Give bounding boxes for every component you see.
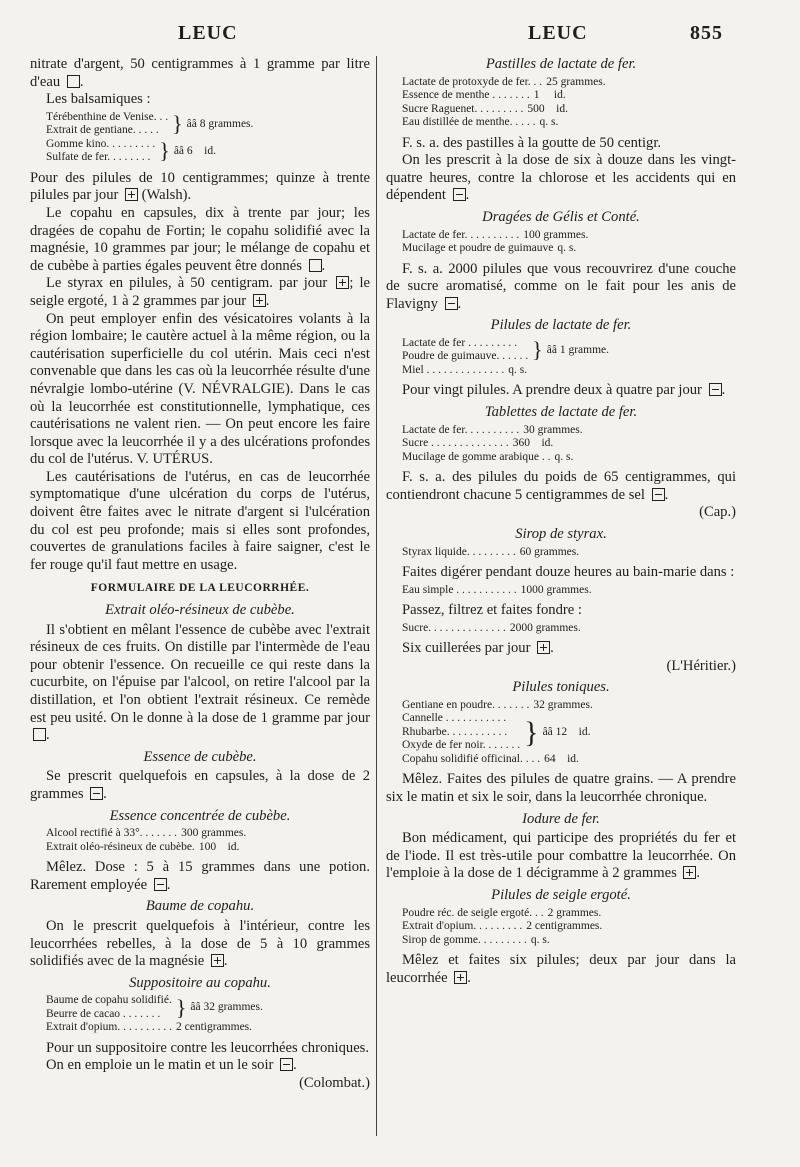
recipe-row: Alcool rectifié à 33°. . . . . . . 300 grammes. — [46, 827, 247, 840]
recipe-row: Sucre . . . . . . . . . . . . . . 360 id. — [402, 437, 554, 450]
minus-box-icon — [445, 297, 458, 310]
recipe-row: Lactate de fer. . . . . . . . . . 100 grammes. — [402, 228, 589, 241]
minus-box-icon — [280, 1058, 293, 1071]
recipe-title: Iodure de fer. — [522, 810, 600, 827]
recipe-row: Lactate de protoxyde de fer. . . 25 grammes. — [402, 75, 606, 88]
recipe-title: Pastilles de lactate de fer. — [485, 56, 637, 72]
recipe-title: Pilules de seigle ergoté. — [491, 887, 631, 904]
section-title: FORMULAIRE DE LA LEUCORRHÉE. — [90, 582, 310, 595]
paragraph: Mêlez et faites six pilules; deux par jour dans la leucorrhée . — [386, 952, 736, 986]
recipe-row: Lactate de fer. . . . . . . . . . 30 grammes. — [402, 423, 583, 436]
recipe-list — [386, 622, 736, 636]
recipe-title: Dragées de Gélis et Conté. — [482, 208, 640, 225]
paragraph: On en emploie un le matin et un le soir . — [46, 1057, 297, 1074]
recipe-title: Tablettes de lactate de fer. — [484, 404, 638, 421]
recipe-row: Styrax liquide. . . . . . . . . 60 grammes. — [402, 545, 580, 558]
recipe-list — [386, 76, 736, 130]
recipe-row: Sirop de gomme. . . . . . . . . q. s. — [402, 933, 550, 946]
recipe-list — [386, 229, 736, 256]
recipe-title: Suppositoire au copahu. — [129, 974, 271, 991]
plus-box-icon — [125, 188, 138, 201]
attribution: (Cap.) — [699, 504, 736, 521]
recipe-group: Lactate de fer . . . . . . . . . Poudre de guimauve. . . . . . } ââ 1 gramme. — [402, 336, 609, 363]
recipe-group: Gomme kino. . . . . . . . . Sulfate de fer. . . . . . . . } ââ 6 id. — [46, 137, 216, 164]
minus-box-icon — [709, 383, 722, 396]
plus-box-icon — [454, 971, 467, 984]
brace-icon: } — [532, 337, 543, 363]
paragraph: Se prescrit quelquefois en capsules, à la dose de 2 grammes . — [30, 768, 370, 802]
recipe-group: Cannelle . . . . . . . . . . . Rhubarbe. . . . . . . . . . . Oxyde de fer noir. . . . . . . } ââ 12 id. — [402, 712, 591, 752]
minus-box-icon — [453, 188, 466, 201]
paragraph: On le prescrit quelquefois à l'intérieur, contre les leucorrhées rebelles, à la dose de 5 à 10 grammes solidifiés avec de la magnésie . — [30, 917, 370, 970]
brace-icon: } — [172, 111, 183, 137]
paragraph: nitrate d'argent, 50 centigrammes à 1 gramme par litre d'eau . — [30, 56, 370, 90]
brace-icon: } — [159, 138, 170, 164]
paragraph: Pour des pilules de 10 centigrammes; quinze à trente pilules par jour (Walsh). — [30, 169, 370, 204]
recipe-group: Baume de copahu solidifié. Beurre de cacao . . . . . . . } ââ 32 grammes. — [46, 994, 263, 1020]
recipe-title: Essence concentrée de cubèbe. — [109, 807, 291, 824]
plus-box-icon — [537, 641, 550, 654]
page-number: 855 — [690, 22, 723, 44]
plus-box-icon — [683, 866, 696, 879]
paragraph: Faites digérer pendant douze heures au bain-marie dans : — [402, 564, 735, 580]
square-symbol-icon — [67, 75, 80, 88]
attribution: (Colombat.) — [299, 1075, 370, 1091]
paragraph: F. s. a. des pastilles à la goutte de 50 centigr. — [402, 134, 662, 151]
recipe-row: Extrait oléo-résineux de cubèbe. 100 id. — [46, 840, 240, 853]
paragraph: Pour vingt pilules. A prendre deux à quatre par jour . — [402, 382, 726, 399]
recipe-row: Mucilage et poudre de guimauve q. s. — [402, 242, 577, 255]
paragraph: Mêlez. Faites des pilules de quatre grains. — A prendre six le matin et six le soir, dans la leucorrhée chronique. — [386, 771, 736, 806]
paragraph: Les balsamiques : — [46, 91, 151, 108]
recipe-title: Sirop de styrax. — [515, 525, 607, 542]
paragraph: F. s. a. des pilules du poids de 65 centigrammes, qui contiendront chacune 5 centigrammes de sel . — [386, 469, 736, 503]
recipe-row: Sucre Raguenet. . . . . . . . . 500 id. — [402, 102, 568, 115]
paragraph: Pour un suppositoire contre les leucorrhées chroniques. — [46, 1039, 370, 1056]
recipe-list — [30, 994, 370, 1035]
minus-box-icon — [154, 878, 167, 891]
recipe-row: Sucre. . . . . . . . . . . . . . 2000 grammes. — [402, 621, 581, 634]
paragraph: Mêlez. Dose : 5 à 15 grammes dans une potion. Rarement employée . — [30, 859, 370, 893]
plus-box-icon — [253, 294, 266, 307]
plus-box-icon — [211, 954, 224, 967]
attribution: (L'Héritier.) — [666, 657, 736, 674]
paragraph: Les cautérisations de l'utérus, en cas de leucorrhée symptomatique d'une ulcération du corps de l'utérus, doivent être faites avec le nitrate d'argent si l'ulcération du col est peu profonde; mais si elles sont profondes, couvertes de granulations faciles à faire saigner, c'est le fer rouge qu'il faut mettre en usage. — [30, 468, 370, 573]
recipe-list — [386, 337, 736, 378]
recipe-row: Gentiane en poudre. . . . . . . 32 grammes. — [402, 698, 593, 711]
recipe-list — [386, 699, 736, 767]
brace-icon: } — [175, 994, 187, 1020]
recipe-row: Extrait d'opium. . . . . . . . . 2 centigrammes. — [402, 920, 603, 933]
plus-box-icon — [336, 276, 349, 289]
recipe-row: Extrait d'opium. . . . . . . . . . 2 centigrammes. — [46, 1021, 253, 1034]
minus-box-icon — [90, 787, 103, 800]
left-column — [30, 56, 370, 1093]
square-symbol-icon — [33, 728, 46, 741]
recipe-row: Eau distillée de menthe. . . . . q. s. — [402, 116, 559, 129]
square-symbol-icon — [309, 259, 322, 272]
running-head-right: LEUC — [528, 22, 588, 44]
recipe-list — [386, 546, 736, 560]
recipe-title: Pilules toniques. — [512, 679, 610, 696]
recipe-title: Extrait oléo-résineux de cubèbe. — [105, 602, 295, 619]
recipe-title: Pilules de lactate de fer. — [490, 317, 632, 334]
brace-icon: } — [524, 715, 539, 749]
recipe-list — [30, 827, 370, 854]
recipe-row: Miel . . . . . . . . . . . . . . q. s. — [402, 363, 528, 376]
recipe-list — [386, 584, 736, 598]
paragraph: Il s'obtient en mêlant l'essence de cubèbe avec l'extrait résineux de ces fruits. On distille par l'intermède de l'eau pour obtenir l'essence. On recueille ce qui reste dans la cucurbite, on l'épuise par l'alcool, on retire l'alcool par la distillation, et l'on obtient l'extrait résineux. Ce remède est peu usité. On le donne à la dose de 1 gramme par jour . — [30, 621, 370, 744]
paragraph: F. s. a. 2000 pilules que vous recouvrirez d'une couche de sucre aromatisé, comme on le fait pour les anis de Flavigny . — [386, 260, 736, 312]
paragraph: Six cuillerées par jour . — [402, 640, 554, 657]
paragraph: Le copahu en capsules, dix à trente par jour; les dragées de copahu de Fortin; le copahu solidifié avec la magnésie, 10 grammes par jour; le mélange de copahu et de cubèbe à parties égales peuvent être donnés . — [30, 204, 370, 274]
paragraph: Le styrax en pilules, à 50 centigram. par jour ; le seigle ergoté, 1 à 2 grammes par jour . — [30, 275, 370, 309]
recipe-group: Térébenthine de Venise. . . Extrait de gentiane. . . . . } ââ 8 grammes. — [46, 110, 254, 137]
recipe-row: Essence de menthe . . . . . . . 1 id. — [402, 89, 566, 102]
recipe-row: Poudre réc. de seigle ergoté. . . 2 grammes. — [402, 906, 602, 919]
recipe-list — [386, 424, 736, 465]
recipe-title: Baume de copahu. — [145, 898, 255, 915]
recipe-row: Eau simple . . . . . . . . . . . 1000 grammes. — [402, 583, 592, 596]
paragraph: Bon médicament, qui participe des propriétés du fer et de l'iode. Il est très-utile pour combattre la leucorrhée. On l'emploie à la dose de 1 décigramme à 2 grammes . — [386, 830, 736, 882]
paragraph: On les prescrit à la dose de six à douze dans les vingt-quatre heures, contre la chlorose et les accidents qui en dépendent . — [386, 152, 736, 204]
paragraph: Passez, filtrez et faites fondre : — [402, 602, 582, 619]
recipe-list — [386, 907, 736, 948]
recipe-row: Copahu solidifié officinal. . . . 64 id. — [402, 752, 579, 765]
recipe-list — [30, 111, 370, 165]
right-column — [386, 56, 736, 987]
column-divider — [376, 56, 377, 1136]
minus-box-icon — [652, 488, 665, 501]
recipe-row: Mucilage de gomme arabique . . q. s. — [402, 450, 574, 463]
paragraph: On peut employer enfin des vésicatoires volants à la région lombaire; le cautère actuel à la même région, ou la cautérisation superficielle du col utérin. Mais ceci n'est convenable que dans les cas où la leucorrhée résulte d'une névralgie lombo-utérine (V. NÉVRALGIE). Dans le cas où la leucorrhée est constitutionnelle, lymphatique, ces cautérisations ne valent rien. — On peut encore les faire lorsque avec la leucorrhée il y a des ulcérations profondes du col de l'utérus. V. UTÉRUS. — [30, 310, 370, 468]
recipe-title: Essence de cubèbe. — [143, 748, 257, 765]
running-head-left: LEUC — [178, 22, 238, 44]
